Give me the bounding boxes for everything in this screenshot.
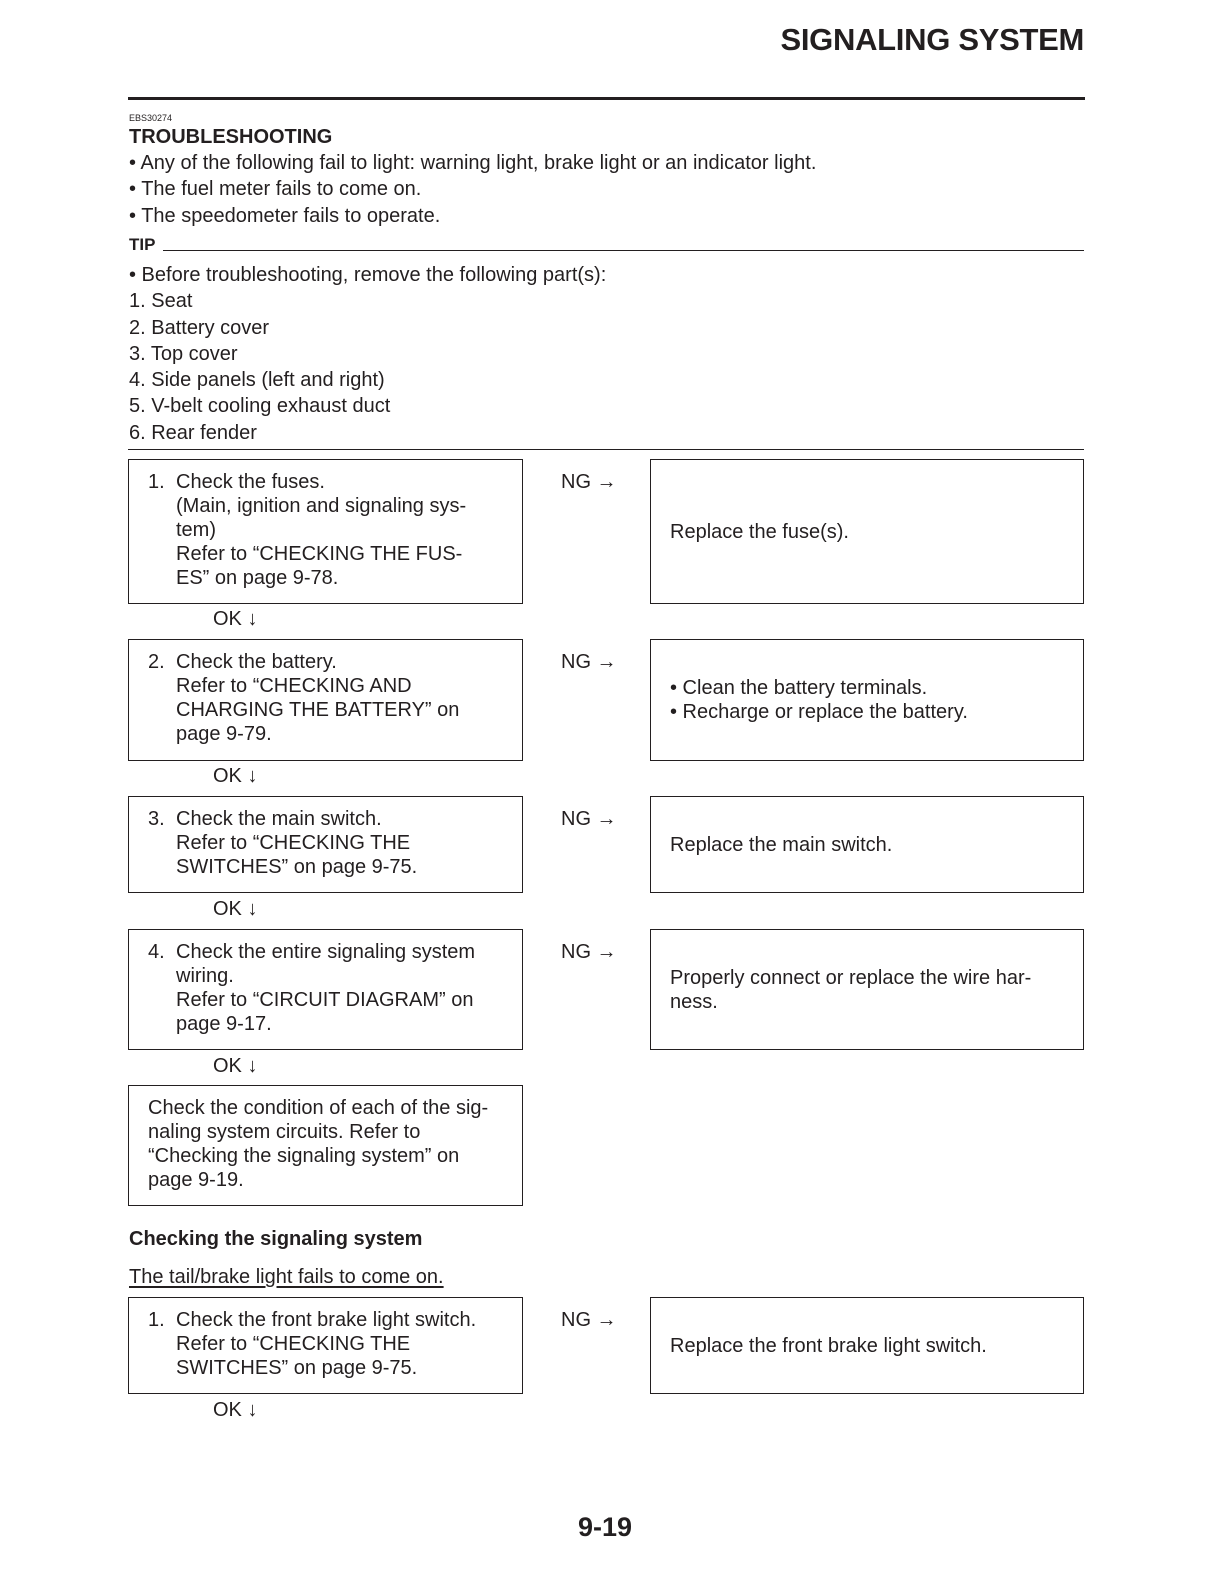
symptom-item: • Any of the following fail to light: warning light, brake light or an indicator light. [129,152,817,174]
step-line: wiring. [176,965,234,987]
remedy-box-step-4 [650,929,1084,1050]
header-divider [128,97,1085,100]
symptom-list [129,150,1079,229]
remedy-line: Replace the front brake light switch. [670,1334,987,1357]
step-line: Check the front brake light switch. [176,1309,477,1331]
final-line: Check the condition of each of the sig- [148,1097,489,1119]
step-number: 1. [148,1309,165,1331]
step-line: Refer to “CHECKING THE [176,1333,411,1355]
step-line: tem) [176,519,216,541]
step-line: SWITCHES” on page 9-75. [176,856,418,878]
step-line: Refer to “CHECKING THE [176,832,411,854]
tip-line: 1. Seat [129,290,193,313]
remedy-line: • Clean the battery terminals. [670,677,928,699]
step-line: Check the battery. [176,651,337,673]
step-number: 4. [148,941,165,963]
check-box-step-3 [128,796,523,893]
step-line: (Main, ignition and signaling sys- [176,495,467,517]
ok-arrow: OK ↓ [213,1399,258,1421]
tip-line: • Before troubleshooting, remove the following part(s): [129,264,607,286]
tip-line: 5. V-belt cooling exhaust duct [129,395,391,418]
check-box-step-2 [128,639,523,761]
ok-arrow: OK ↓ [213,898,258,920]
check-box-step-4 [128,929,523,1050]
tip-label: TIP [129,235,156,254]
tip-line: 2. Battery cover [129,316,270,339]
final-line: page 9-19. [148,1169,244,1191]
symptom-item: • The fuel meter fails to come on. [129,178,422,201]
page-number: 9-19 [577,1512,633,1542]
remedy-line: ness. [670,990,718,1013]
check-box-brake-step-1 [128,1297,523,1394]
remedy-box-step-1 [650,459,1084,604]
tip-divider [163,250,1084,251]
ng-arrow: NG → [561,1309,617,1331]
step-line: CHARGING THE BATTERY” on [176,699,460,721]
final-line: naling system circuits. Refer to [148,1121,421,1143]
remedy-line: Properly connect or replace the wire har- [670,966,1032,989]
step-number: 1. [148,471,165,493]
ng-arrow: NG → [561,808,617,830]
tip-line: 6. Rear fender [129,421,257,444]
step-line: Refer to “CHECKING THE FUS- [176,543,463,565]
ng-arrow: NG → [561,651,617,673]
step-number: 3. [148,808,165,830]
section-code: EBS30274 [129,113,173,123]
subsection-heading: Checking the signaling system [129,1228,423,1250]
symptom-heading: The tail/brake light fails to come on. [129,1266,444,1288]
step-line: Refer to “CIRCUIT DIAGRAM” on [176,989,474,1011]
tip-end-divider [128,449,1084,450]
step-line: Check the main switch. [176,808,382,830]
remedy-box-step-3 [650,796,1084,893]
remedy-line: • Recharge or replace the battery. [670,701,968,723]
tip-line: 4. Side panels (left and right) [129,369,385,392]
tip-body [129,262,1079,446]
ok-arrow: OK ↓ [213,765,258,787]
step-line: page 9-79. [176,723,272,745]
step-line: ES” on page 9-78. [176,567,339,589]
ok-arrow: OK ↓ [213,608,258,630]
symptom-item: • The speedometer fails to operate. [129,204,441,227]
final-line: “Checking the signaling system” on [148,1145,460,1167]
step-line: Check the entire signaling system [176,941,476,963]
section-heading: TROUBLESHOOTING [129,126,333,148]
ok-arrow: OK ↓ [213,1055,258,1077]
step-line: Check the fuses. [176,471,325,493]
remedy-box-step-2 [650,639,1084,761]
remedy-line: Replace the main switch. [670,833,893,856]
remedy-box-brake-step-1 [650,1297,1084,1394]
remedy-line: Replace the fuse(s). [670,520,849,543]
ng-arrow: NG → [561,471,617,493]
tip-line: 3. Top cover [129,342,238,365]
check-box-step-1 [128,459,523,604]
step-line: Refer to “CHECKING AND [176,675,412,697]
step-number: 2. [148,651,165,673]
step-line: SWITCHES” on page 9-75. [176,1357,418,1379]
page-header-title: SIGNALING SYSTEM [780,22,1084,57]
final-check-box [128,1085,523,1206]
step-line: page 9-17. [176,1013,272,1035]
ng-arrow: NG → [561,941,617,963]
